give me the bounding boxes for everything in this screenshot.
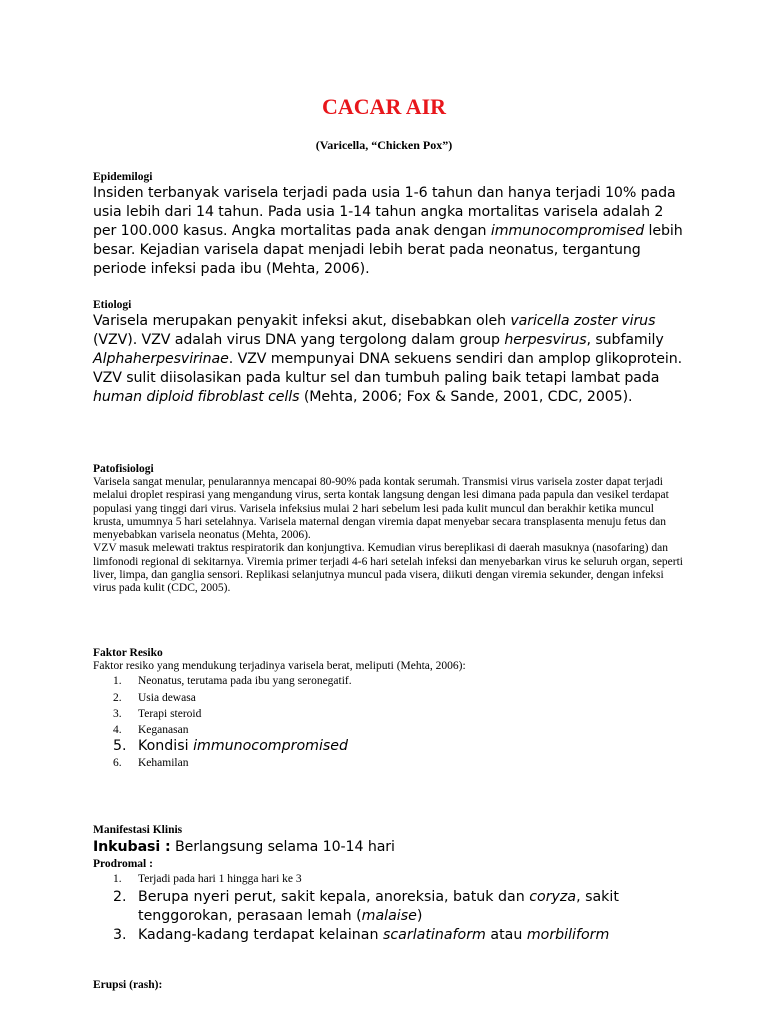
list-item: 3. Terapi steroid (113, 707, 202, 720)
section-faktor-resiko (93, 646, 683, 771)
section-heading: Manifestasi Klinis (93, 824, 183, 836)
section-epidemiologi (93, 170, 683, 279)
list-item: 1. Terjadi pada hari 1 hingga hari ke 3 (113, 873, 302, 885)
list-item: 2. Berupa nyeri perut, sakit kepala, anoreksia, batuk dan coryza, sakit tenggorokan, perasaan lemah (malaise) (113, 889, 619, 924)
risk-factor-list (93, 673, 683, 771)
page-subtitle: (Varicella, “Chicken Pox”) (315, 138, 453, 152)
section-etiologi (93, 298, 683, 407)
page-title: CACAR AIR (321, 94, 447, 119)
section-paragraph: VZV masuk melewati traktus respiratorik dan konjungtiva. Kemudian virus bereplikasi di daerah masuknya (nasofaring) dan limfonodi regional di sekitarnya. Viremia primer terjadi 4-6 hari setelah infeksi dan menyebarkan virus ke seluruh organ, seperti liver, limpa, dan ganglia sensori. Replikasi selanjutnya muncul pada visera, diikuti dengan viremia sekunder, dengan infeksi virus pada kulit (CDC, 2005). (93, 542, 683, 595)
prodromal-list (93, 871, 683, 945)
section-heading: Etiologi (93, 299, 132, 311)
section-heading: Patofisiologi (93, 463, 154, 475)
prodromal-heading: Prodromal : (93, 858, 153, 870)
section-heading: Erupsi (rash): (93, 979, 163, 991)
section-paragraph: Varisela merupakan penyakit infeksi akut, disebabkan oleh varicella zoster virus (VZV). VZV adalah virus DNA yang tergolong dalam group herpesvirus, subfamily Alphaherpesvirinae. VZV mempunyai DNA sekuens sendiri dan amplop glikoprotein. VZV sulit diisolasikan pada kultur sel dan tumbuh paling baik tetapi lambat pada human diploid fibroblast cells (Mehta, 2006; Fox & Sande, 2001, CDC, 2005). (93, 313, 683, 405)
section-intro: Faktor resiko yang mendukung terjadinya varisela berat, meliputi (Mehta, 2006): (93, 660, 466, 672)
list-item: 2. Usia dewasa (113, 691, 196, 704)
inkubasi-line: Inkubasi : Berlangsung selama 10-14 hari (93, 839, 395, 855)
section-paragraph: Varisela sangat menular, penularannya mencapai 80-90% pada kontak serumah. Transmisi virus varisela zoster dapat terjadi melalui droplet respirasi yang mengandung virus, serta kontak langsung dengan lesi dimana pada papula dan vesikel terdapat populasi yang tinggi dari virus. Varisela infeksius mulai 2 hari sebelum lesi pada kulit muncul dan berakhir ketika muncul krusta, umumnya 5 hari setelahnya. Varisela maternal dengan viremia dapat menyebar secara transplasenta menuju fetus dan menyebabkan varisela neonatus (Mehta, 2006). (93, 476, 669, 542)
section-heading: Epidemilogi (93, 171, 153, 183)
section-manifestasi-klinis (93, 823, 683, 945)
list-item: 3. Kadang-kadang terdapat kelainan scarlatinaform atau morbiliform (113, 927, 610, 943)
section-heading: Faktor Resiko (93, 647, 163, 659)
list-item: 6. Kehamilan (113, 757, 189, 770)
list-item: 1. Neonatus, terutama pada ibu yang seronegatif. (113, 675, 352, 688)
list-item: 4. Keganasan (113, 723, 189, 736)
section-erupsi (93, 978, 683, 992)
section-patofisiologi (93, 462, 683, 596)
section-paragraph: Insiden terbanyak varisela terjadi pada usia 1-6 tahun dan hanya terjadi 10% pada usia lebih dari 14 tahun. Pada usia 1-14 tahun angka mortalitas varisela adalah 2 per 100.000 kasus. Angka mortalitas pada anak dengan immunocompromised lebih besar. Kejadian varisela dapat menjadi lebih berat pada neonatus, tergantung periode infeksi pada ibu (Mehta, 2006). (93, 185, 683, 277)
list-item: 5. Kondisi immunocompromised (113, 738, 349, 755)
